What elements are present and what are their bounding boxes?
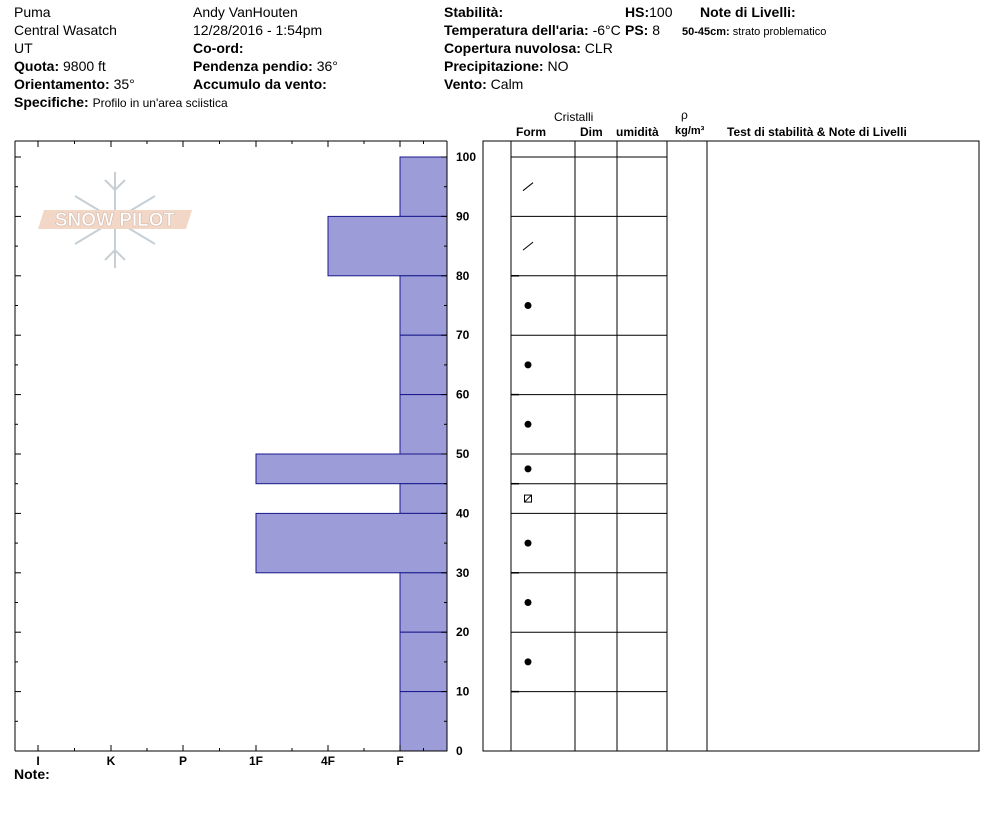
rounded-grains-icon: [525, 540, 532, 547]
hardness-bar: [256, 454, 447, 484]
rounded-grains-icon: [525, 302, 532, 309]
height-label: 90: [456, 209, 470, 224]
hs: HS:100: [625, 4, 673, 20]
density-header: kg/m³: [675, 125, 705, 137]
hardness-bar: [400, 632, 447, 691]
rounded-grains-icon: [525, 658, 532, 665]
slope: Pendenza pendio: 36°: [193, 58, 338, 74]
hardness-bar: [328, 216, 447, 275]
stability-label: Stabilità:: [444, 4, 504, 20]
cloud-cover: Copertura nuvolosa: CLR: [444, 40, 613, 56]
moisture-header: umidità: [616, 125, 659, 139]
precipitation: Precipitazione: NO: [444, 58, 569, 74]
rounded-grains-icon: [525, 361, 532, 368]
form-header: Form: [516, 125, 546, 139]
hardness-bar: [400, 335, 447, 394]
hardness-bar: [400, 157, 447, 216]
rounded-grains-icon: [525, 465, 532, 472]
height-label: 50: [456, 447, 470, 461]
air-temp: Temperatura dell'aria: -6°C: [444, 22, 621, 38]
coord-label: Co-ord:: [193, 40, 244, 56]
hardness-label: F: [396, 754, 404, 768]
aspect: Orientamento: 35°: [14, 76, 135, 92]
layer-table-border: [483, 141, 979, 751]
specifics: Specifiche: Profilo in un'area sciistica: [14, 94, 228, 110]
layer-note: 50-45cm: strato problematico: [682, 26, 827, 38]
range: Central Wasatch: [14, 22, 117, 38]
rho-header: ρ: [681, 108, 688, 122]
height-label: 20: [456, 625, 470, 640]
logo-text: SNOW PILOT: [54, 210, 176, 231]
height-label: 10: [456, 684, 470, 699]
hardness-bar: [256, 513, 447, 572]
precipitation-particles-icon: [523, 242, 533, 250]
crystals-header: Cristalli: [554, 110, 594, 124]
hardness-label: I: [36, 754, 40, 768]
size-header: Dim: [580, 125, 603, 139]
rounded-grains-icon: [525, 599, 532, 606]
height-label: 100: [456, 150, 477, 164]
height-label: 40: [456, 506, 470, 521]
state: UT: [14, 40, 33, 56]
observer: Andy VanHouten: [193, 4, 298, 20]
height-label: 30: [456, 565, 470, 580]
ps: PS: 8: [625, 22, 661, 38]
location: Puma: [14, 4, 51, 20]
hardness-label: P: [178, 754, 188, 768]
wind: Vento: Calm: [444, 76, 524, 92]
height-label: 60: [456, 387, 470, 402]
hardness-bar: [400, 484, 447, 514]
hardness-label: 1F: [248, 754, 264, 768]
elevation: Quota: 9800 ft: [14, 58, 106, 74]
hardness-label: 4F: [320, 754, 336, 768]
hardness-bar: [400, 276, 447, 335]
hardness-bar: [400, 573, 447, 632]
height-label: 80: [456, 268, 470, 283]
layer-notes-label: Note di Livelli:: [700, 4, 796, 20]
precipitation-particles-icon: [523, 183, 533, 191]
snowpilot-logo: [38, 172, 192, 268]
wind-loading-label: Accumulo da vento:: [193, 76, 327, 92]
hardness-label: K: [106, 754, 116, 768]
height-label: 0: [456, 744, 463, 758]
notes-label: Note:: [14, 766, 50, 782]
faceted-crystals-icon: [525, 495, 532, 502]
hardness-bar: [400, 692, 447, 751]
tests-header: Test di stabilità & Note di Livelli: [727, 125, 907, 139]
hardness-bar: [400, 395, 447, 454]
datetime: 12/28/2016 - 1:54pm: [193, 22, 323, 38]
rounded-grains-icon: [525, 421, 532, 428]
height-label: 70: [456, 328, 470, 343]
